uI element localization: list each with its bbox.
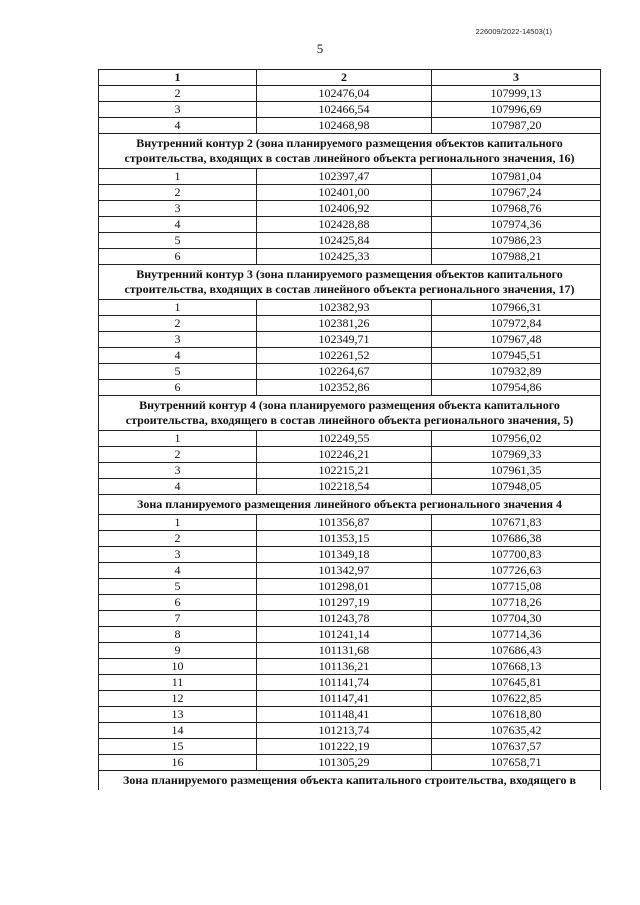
y-coordinate-cell: 107714,36 (432, 627, 601, 643)
y-coordinate-cell: 107974,36 (432, 217, 601, 233)
point-number-cell: 4 (99, 217, 257, 233)
table-row (99, 118, 601, 134)
table-row (99, 515, 601, 531)
y-coordinate-cell: 107961,35 (432, 463, 601, 479)
point-number-cell: 7 (99, 611, 257, 627)
x-coordinate-cell: 102382,93 (257, 300, 432, 316)
page-number: 5 (316, 41, 324, 56)
table-row (99, 707, 601, 723)
table-row (99, 102, 601, 118)
x-coordinate-cell: 102468,98 (257, 118, 432, 134)
point-number-cell: 14 (99, 723, 257, 739)
point-number-cell: 1 (99, 169, 257, 185)
table-row (99, 739, 601, 755)
x-coordinate-cell: 102466,54 (257, 102, 432, 118)
x-coordinate-cell: 102428,88 (257, 217, 432, 233)
x-coordinate-cell: 102425,84 (257, 233, 432, 249)
document-id: 226009/2022-14503(1) (475, 27, 552, 36)
x-coordinate-cell: 101353,15 (257, 531, 432, 547)
table-row (99, 723, 601, 739)
point-number-cell: 15 (99, 739, 257, 755)
section-title-row (99, 495, 601, 515)
table-row (99, 627, 601, 643)
table-row (99, 364, 601, 380)
x-coordinate-cell: 102406,92 (257, 201, 432, 217)
x-coordinate-cell: 101131,68 (257, 643, 432, 659)
x-coordinate-cell: 102349,71 (257, 332, 432, 348)
table-row (99, 531, 601, 547)
point-number-cell: 4 (99, 118, 257, 134)
y-coordinate-cell: 107686,43 (432, 643, 601, 659)
section-title-row (99, 396, 601, 431)
point-number-cell: 8 (99, 627, 257, 643)
y-coordinate-cell: 107981,04 (432, 169, 601, 185)
y-coordinate-cell: 107671,83 (432, 515, 601, 531)
y-coordinate-cell: 107645,81 (432, 675, 601, 691)
point-number-cell: 10 (99, 659, 257, 675)
table-row (99, 755, 601, 771)
y-coordinate-cell: 107988,21 (432, 249, 601, 265)
y-coordinate-cell: 107966,31 (432, 300, 601, 316)
table-row (99, 348, 601, 364)
section-title-row (99, 134, 601, 169)
x-coordinate-cell: 102476,04 (257, 86, 432, 102)
table-row (99, 249, 601, 265)
point-number-cell: 1 (99, 300, 257, 316)
y-coordinate-cell: 107726,63 (432, 563, 601, 579)
x-coordinate-cell: 101148,41 (257, 707, 432, 723)
point-number-cell: 4 (99, 563, 257, 579)
section-title: Внутренний контур 2 (зона планируемого размещения объектов капитального строительства, входящих в состав линейного объекта регионального значения, 16) (99, 134, 601, 169)
point-number-cell: 5 (99, 364, 257, 380)
table-row (99, 185, 601, 201)
y-coordinate-cell: 107996,69 (432, 102, 601, 118)
y-coordinate-cell: 107700,83 (432, 547, 601, 563)
x-coordinate-cell: 102425,33 (257, 249, 432, 265)
y-coordinate-cell: 107637,57 (432, 739, 601, 755)
table-row (99, 547, 601, 563)
column-header: 3 (432, 70, 601, 86)
table-row (99, 316, 601, 332)
point-number-cell: 3 (99, 102, 257, 118)
y-coordinate-cell: 107635,42 (432, 723, 601, 739)
y-coordinate-cell: 107668,13 (432, 659, 601, 675)
table-header-row (99, 70, 601, 86)
point-number-cell: 2 (99, 316, 257, 332)
y-coordinate-cell: 107948,05 (432, 479, 601, 495)
table-row (99, 217, 601, 233)
x-coordinate-cell: 101298,01 (257, 579, 432, 595)
x-coordinate-cell: 101243,78 (257, 611, 432, 627)
section-title-row (99, 265, 601, 300)
table-row (99, 595, 601, 611)
table-row (99, 579, 601, 595)
y-coordinate-cell: 107969,33 (432, 447, 601, 463)
point-number-cell: 16 (99, 755, 257, 771)
point-number-cell: 12 (99, 691, 257, 707)
x-coordinate-cell: 102352,86 (257, 380, 432, 396)
x-coordinate-cell: 102381,26 (257, 316, 432, 332)
table-row (99, 169, 601, 185)
point-number-cell: 9 (99, 643, 257, 659)
x-coordinate-cell: 102215,21 (257, 463, 432, 479)
table-row (99, 675, 601, 691)
y-coordinate-cell: 107704,30 (432, 611, 601, 627)
section-title-continued: Зона планируемого размещения объекта капитального строительства, входящего в (99, 771, 601, 791)
x-coordinate-cell: 102401,00 (257, 185, 432, 201)
table-row (99, 447, 601, 463)
x-coordinate-cell: 102261,52 (257, 348, 432, 364)
point-number-cell: 2 (99, 86, 257, 102)
table-row (99, 380, 601, 396)
y-coordinate-cell: 107968,76 (432, 201, 601, 217)
table-row (99, 332, 601, 348)
section-title: Зона планируемого размещения линейного объекта регионального значения 4 (99, 495, 601, 515)
table-row (99, 431, 601, 447)
point-number-cell: 3 (99, 332, 257, 348)
table-row (99, 463, 601, 479)
x-coordinate-cell: 101349,18 (257, 547, 432, 563)
y-coordinate-cell: 107945,51 (432, 348, 601, 364)
y-coordinate-cell: 107618,80 (432, 707, 601, 723)
table-row (99, 659, 601, 675)
y-coordinate-cell: 107956,02 (432, 431, 601, 447)
point-number-cell: 1 (99, 431, 257, 447)
point-number-cell: 13 (99, 707, 257, 723)
y-coordinate-cell: 107954,86 (432, 380, 601, 396)
x-coordinate-cell: 102246,21 (257, 447, 432, 463)
table-row (99, 233, 601, 249)
coordinates-table (98, 69, 601, 790)
x-coordinate-cell: 101342,97 (257, 563, 432, 579)
x-coordinate-cell: 102249,55 (257, 431, 432, 447)
point-number-cell: 2 (99, 185, 257, 201)
y-coordinate-cell: 107986,23 (432, 233, 601, 249)
column-header: 2 (257, 70, 432, 86)
x-coordinate-cell: 101213,74 (257, 723, 432, 739)
point-number-cell: 2 (99, 447, 257, 463)
column-header: 1 (99, 70, 257, 86)
point-number-cell: 2 (99, 531, 257, 547)
table-row (99, 691, 601, 707)
table-row (99, 300, 601, 316)
y-coordinate-cell: 107658,71 (432, 755, 601, 771)
point-number-cell: 11 (99, 675, 257, 691)
x-coordinate-cell: 101222,19 (257, 739, 432, 755)
y-coordinate-cell: 107967,24 (432, 185, 601, 201)
section-title-row (99, 771, 601, 791)
point-number-cell: 4 (99, 348, 257, 364)
table-row (99, 563, 601, 579)
point-number-cell: 1 (99, 515, 257, 531)
x-coordinate-cell: 101136,21 (257, 659, 432, 675)
x-coordinate-cell: 102397,47 (257, 169, 432, 185)
x-coordinate-cell: 101297,19 (257, 595, 432, 611)
x-coordinate-cell: 101305,29 (257, 755, 432, 771)
y-coordinate-cell: 107718,26 (432, 595, 601, 611)
point-number-cell: 5 (99, 579, 257, 595)
table-row (99, 643, 601, 659)
point-number-cell: 3 (99, 547, 257, 563)
y-coordinate-cell: 107999,13 (432, 86, 601, 102)
x-coordinate-cell: 102218,54 (257, 479, 432, 495)
x-coordinate-cell: 101241,14 (257, 627, 432, 643)
section-title: Внутренний контур 4 (зона планируемого размещения объекта капитального строительства, входящего в состав линейного объекта регионального значения, 5) (99, 396, 601, 431)
point-number-cell: 3 (99, 463, 257, 479)
y-coordinate-cell: 107686,38 (432, 531, 601, 547)
x-coordinate-cell: 102264,67 (257, 364, 432, 380)
y-coordinate-cell: 107987,20 (432, 118, 601, 134)
y-coordinate-cell: 107622,85 (432, 691, 601, 707)
point-number-cell: 4 (99, 479, 257, 495)
point-number-cell: 5 (99, 233, 257, 249)
table-row (99, 201, 601, 217)
point-number-cell: 6 (99, 380, 257, 396)
y-coordinate-cell: 107967,48 (432, 332, 601, 348)
point-number-cell: 6 (99, 595, 257, 611)
x-coordinate-cell: 101147,41 (257, 691, 432, 707)
y-coordinate-cell: 107715,08 (432, 579, 601, 595)
point-number-cell: 6 (99, 249, 257, 265)
table-row (99, 479, 601, 495)
point-number-cell: 3 (99, 201, 257, 217)
x-coordinate-cell: 101141,74 (257, 675, 432, 691)
y-coordinate-cell: 107972,84 (432, 316, 601, 332)
x-coordinate-cell: 101356,87 (257, 515, 432, 531)
section-title: Внутренний контур 3 (зона планируемого размещения объектов капитального строительства, входящих в состав линейного объекта регионального значения, 17) (99, 265, 601, 300)
table-row (99, 611, 601, 627)
y-coordinate-cell: 107932,89 (432, 364, 601, 380)
table-row (99, 86, 601, 102)
